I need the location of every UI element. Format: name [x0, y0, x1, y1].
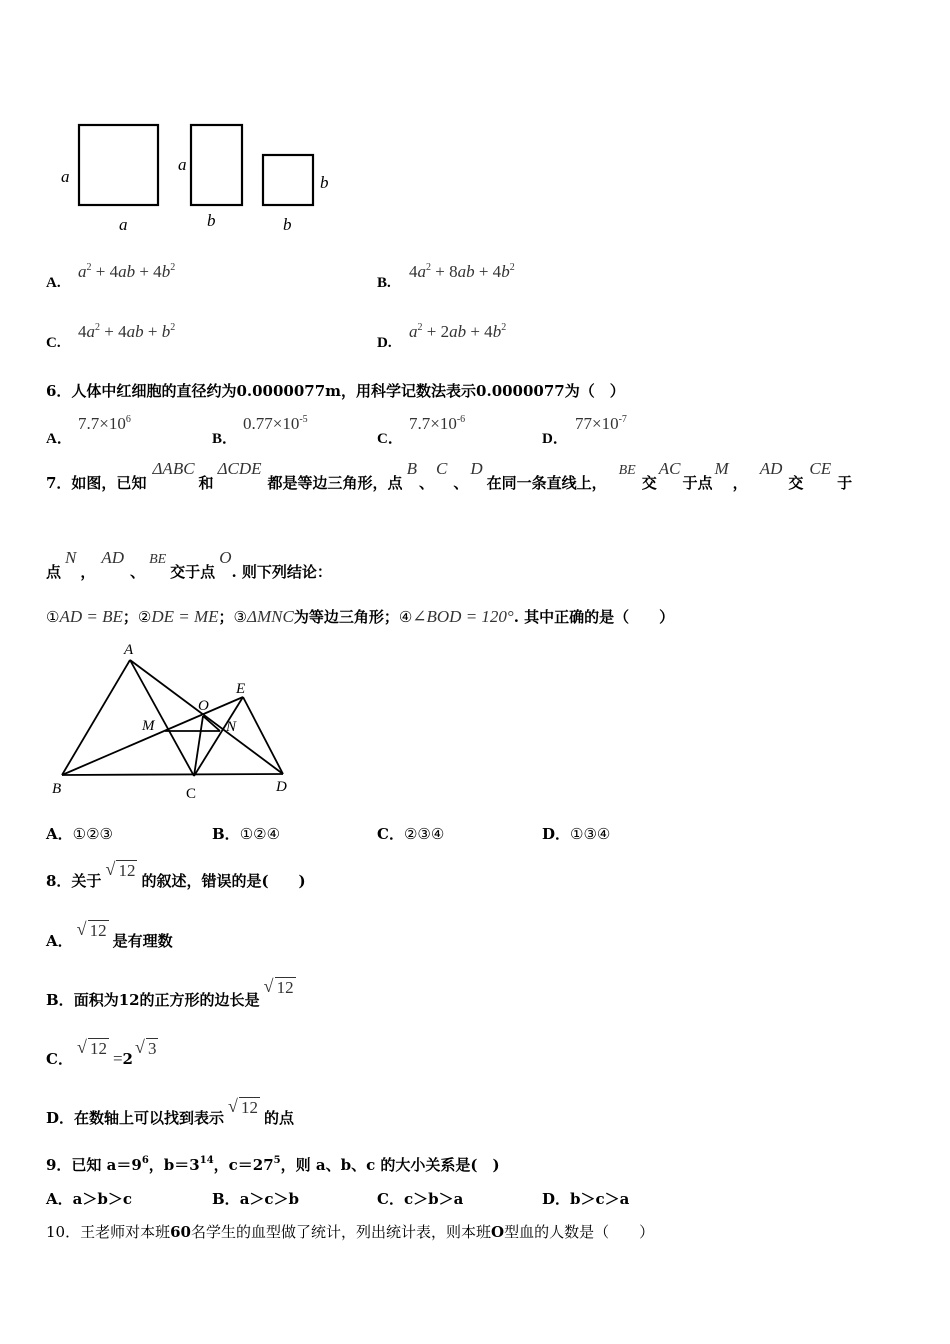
q8-stem: 8．关于 √ 12的叙述，错误的是( ) [46, 859, 306, 890]
q6-option-d[interactable]: D． [542, 431, 568, 447]
q6-option-a[interactable]: A． [46, 431, 72, 447]
q9-option-d[interactable]: D．b＞c＞a [542, 1190, 630, 1208]
q7-line2: 点N，AD、BE交于点O. 则下列结论： [46, 548, 332, 581]
q5-option-b-expr: $4a^2 + 8ab + 4b^2$ [409, 262, 515, 281]
square-a [79, 125, 158, 205]
q6-option-b-expr: $0.77\times 10^{-5}$ [243, 414, 308, 433]
q7-option-b[interactable]: B．①②④ [212, 825, 281, 843]
label-a-mid: a [178, 155, 187, 174]
fig-label-n: N [226, 719, 237, 735]
triangles-figure [40, 640, 310, 805]
q8-option-c[interactable]: C． √ 12=2 √ 3 [46, 1037, 157, 1068]
label-b-bottom2: b [283, 215, 292, 234]
q8-option-d[interactable]: D．在数轴上可以找到表示 √ 12的点 [46, 1096, 295, 1127]
q6-option-a-expr: $7.7\times 10^6$ [78, 414, 131, 433]
label-b-bottom1: b [207, 211, 216, 230]
q6-option-d-expr: $77\times 10^{-7}$ [575, 414, 627, 433]
q9-option-a[interactable]: A．a＞b＞c [46, 1190, 132, 1208]
q7-option-c[interactable]: C．②③④ [377, 825, 445, 843]
q8-option-b[interactable]: B．面积为12的正方形的边长是 √ 12 [46, 976, 294, 1009]
q7-conclusions: ①AD = BE；②DE = ME；③ΔMNC为等边三角形；④∠BOD = 120°. 其中正确的是（ ） [46, 607, 675, 626]
rectangles-figure [55, 118, 345, 238]
q9-stem: 9．已知 $a=9^6$，$b=3^{14}$，$c=27^5$，则 a、b、c 的大小关系是( ) [46, 1155, 500, 1174]
q9-option-b[interactable]: B．a＞c＞b [212, 1190, 300, 1208]
fig-label-d: D [276, 779, 287, 795]
q8-option-a[interactable]: A． √ 12是有理数 [46, 919, 173, 950]
label-a-left: a [61, 167, 70, 186]
q7-option-d[interactable]: D．①③④ [542, 825, 611, 843]
q5-option-a[interactable]: A. [46, 275, 61, 291]
fig-label-c: C [186, 786, 197, 802]
fig-label-m: M [142, 718, 155, 734]
q10-stem: 10．王老师对本班60名学生的血型做了统计，列出统计表，则本班O型血的人数是（ ） [46, 1223, 655, 1241]
q5-option-b[interactable]: B. [377, 275, 391, 291]
rect-ab [191, 125, 242, 205]
label-b-right: b [320, 173, 329, 192]
q7-line1: 7．如图，已知ΔABC和ΔCDE都是等边三角形，点B、C、D在同一条直线上，BE交AC于点M，AD交CE于 [46, 459, 853, 492]
q6-stem: 6．人体中红细胞的直径约为0.0000077m，用科学记数法表示0.0000077为（ ） [46, 382, 625, 400]
fig-label-a: A [124, 642, 134, 658]
square-b [263, 155, 313, 205]
q5-option-c-expr: $4a^2 + 4ab + b^2$ [78, 322, 176, 341]
fig-label-b: B [52, 781, 62, 797]
q5-option-a-expr: $a^2 + 4ab + 4b^2$ [78, 262, 176, 281]
label-a-bottom: a [119, 215, 128, 234]
q6-option-b[interactable]: B． [212, 431, 238, 447]
q6-option-c-expr: $7.7\times 10^{-6}$ [409, 414, 466, 433]
q5-option-d[interactable]: D. [377, 335, 392, 351]
fig-label-e: E [236, 681, 246, 697]
q9-option-c[interactable]: C．c＞b＞a [377, 1190, 464, 1208]
q5-option-d-expr: $a^2 + 2ab + 4b^2$ [409, 322, 507, 341]
fig-label-o: O [198, 698, 209, 714]
q7-option-a[interactable]: A．①②③ [46, 825, 113, 843]
q6-option-c[interactable]: C． [377, 431, 403, 447]
q5-option-c[interactable]: C. [46, 335, 61, 351]
